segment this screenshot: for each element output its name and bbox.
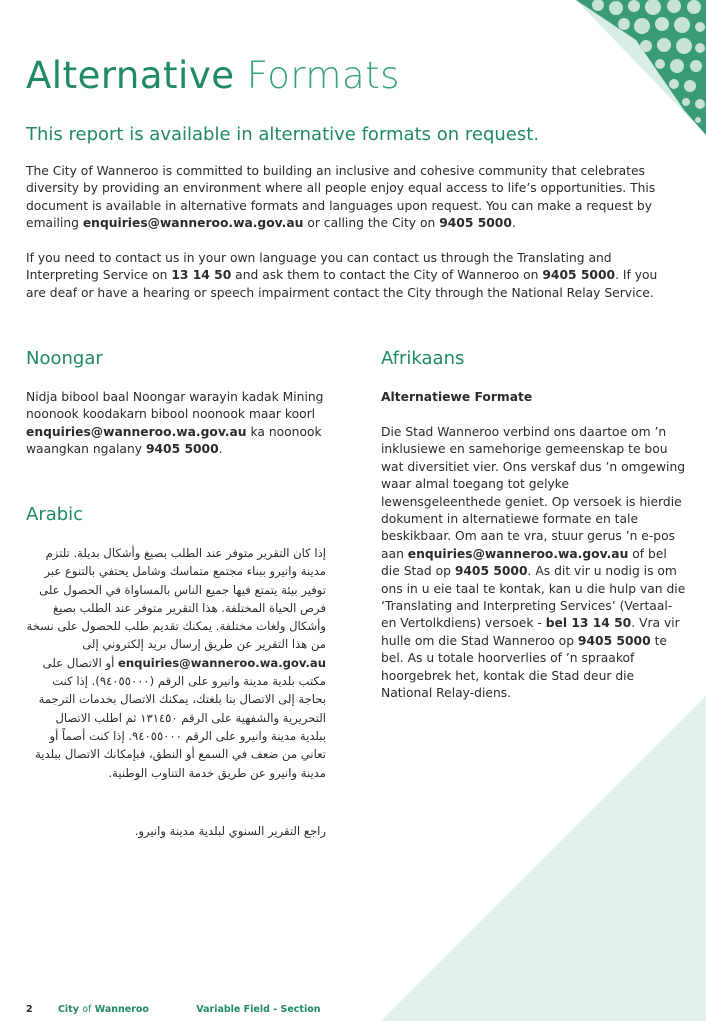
intro-phone-2: 9405 5000 (542, 268, 616, 283)
page-number: 2 (26, 1004, 33, 1015)
noongar-text-end: . (218, 442, 223, 457)
intro-p1-end: . (511, 216, 516, 231)
afrikaans-text-mid3: . Vra vir hulle om die Stad Wanneroo op (381, 616, 680, 648)
arabic-text (26, 544, 326, 782)
noongar-text (26, 389, 326, 459)
afrikaans-heading: Afrikaans (381, 348, 465, 369)
intro-p2-end: . If you are deaf or have a hearing or speech impairment contact the City through the National Relay Service. (26, 268, 658, 300)
afrikaans-subheading: Alternatiewe Formate (381, 390, 533, 404)
afrikaans-text-end: te bel. As u totale hoorverlies of ’n spraakof hoorgebrek het, kontak die Stad deur die National Relay-diens. (381, 633, 667, 701)
afrikaans-text-mid2: . As dit vir u nodig is om ons in u eie taal te kontak, kan u die hulp van die ‘Translating and Interpreting Services’ (Vertaal- en Vertolkdiens) versoek - (381, 564, 686, 631)
noongar-heading: Noongar (26, 348, 103, 369)
afrikaans-text-mid1: of bel die Stad op (381, 546, 667, 579)
arabic-last-line: راجع التقرير السنوي لبلدية مدينة وانيرو. (134, 824, 326, 838)
noongar-text-start: Nidja bibool baal Noongar warayin kadak Mining noonook koodakarn bibool noonook maar koorl (26, 390, 324, 422)
footer-field: Variable Field - Section (196, 1004, 321, 1015)
intro-p2-mid: and ask them to contact the City of Wanneroo on (231, 268, 543, 283)
footer-org: Wanneroo (94, 1004, 149, 1015)
footer-city: City (57, 1004, 79, 1015)
noongar-email-link[interactable]: enquiries@wanneroo.wa.gov.au (26, 424, 247, 439)
footer-of: of (82, 1004, 92, 1015)
afrikaans-tis: bel 13 14 50 (545, 616, 632, 631)
intro-p1-mid: or calling the City on (303, 216, 440, 231)
arabic-email-link[interactable]: enquiries@wanneroo.wa.gov.au (118, 655, 326, 670)
page-title (26, 54, 400, 97)
arabic-heading: Arabic (26, 504, 84, 525)
pale-corner-graphic (381, 696, 706, 1021)
intro-paragraph-1 (26, 163, 678, 233)
title-bold: Alternative (26, 54, 235, 97)
intro-p2-text: If you need to contact us in your own language you can contact us through the Translating and Interpreting Service on (26, 251, 612, 283)
afrikaans-phone: 9405 5000 (454, 564, 528, 579)
intro-email-link[interactable]: enquiries@wanneroo.wa.gov.au (82, 216, 304, 231)
afrikaans-text-start: Die Stad Wanneroo verbind ons daartoe om ’n inklusiewe en samehorige gemeenskap te bou wat diversitiet vier. Ons verskaf dus ’n omgewing waar almal toegang tot gelyke lewensgeleenthede geniet. Op versoek is hierdie dokument in alternatiewe formate en tale beskikbaar. Om aan te vra, stuur gerus ’n e-pos aan (381, 425, 686, 561)
dotted-corner-graphic (576, 0, 706, 135)
intro-paragraph-2 (26, 250, 678, 302)
intro-p1-text: The City of Wanneroo is committed to building an inclusive and cohesive community that celebrates diversity by providing an environment where all people enjoy equal access to life’s opportunities. This document is available in alternative formats and languages upon request. You can make a request by emailing (26, 164, 656, 231)
afrikaans-text (381, 424, 686, 703)
title-light: Formats (246, 54, 400, 97)
noongar-text-mid: ka noonook waangkan ngalany (26, 424, 322, 457)
intro-phone: 9405 5000 (439, 216, 512, 231)
arabic-text-end: أو الاتصال على مكتب بلدية مدينة وانيرو على الرقم (٩٤٠٥٥٠٠٠). إذا كنت بحاجة إلى الاتصال بنا بلغتك، يمكنك الاتصال بخدمات الترجمة التحريرية والشفهية على الرقم ١٣١٤٥٠ ثم اطلب الاتصال ببلدية مدينة وانيرو على الرقم ٩٤٠٥٥٠٠٠. إذا كنت أصماً أو تعاني من ضعف في السمع أو النطق، فبإمكانك الاتصال ببلدية مدينة وانيرو عن طريق خدمة التناوب الوطنية. (35, 655, 326, 780)
afrikaans-email-link[interactable]: enquiries@wanneroo.wa.gov.au (407, 546, 629, 561)
arabic-text-start: إذا كان التقرير متوفر عند الطلب بصيغ وأشكال بديلة. تلتزم مدينة وانيرو ببناء مجتمع متماسك وشامل يحتفي بالتنوع عبر توفير بيئة يتمتع فيها جميع الناس بالمساواة في الحصول على فرص الحياة المختلفة. هذا التقرير متوفر عند الطلب بصيغ وأشكال ولغات مختلفة. يمكنك تقديم طلب للحصول على نسخة من هذا التقرير عن طريق إرسال بريد إلكتروني إلى (26, 546, 326, 652)
afrikaans-phone-2: 9405 5000 (577, 633, 651, 648)
page-footer (26, 1004, 321, 1015)
page-subtitle: This report is available in alternative formats on request. (26, 124, 540, 145)
noongar-phone: 9405 5000 (145, 442, 219, 457)
intro-tis-number: 13 14 50 (171, 268, 232, 283)
